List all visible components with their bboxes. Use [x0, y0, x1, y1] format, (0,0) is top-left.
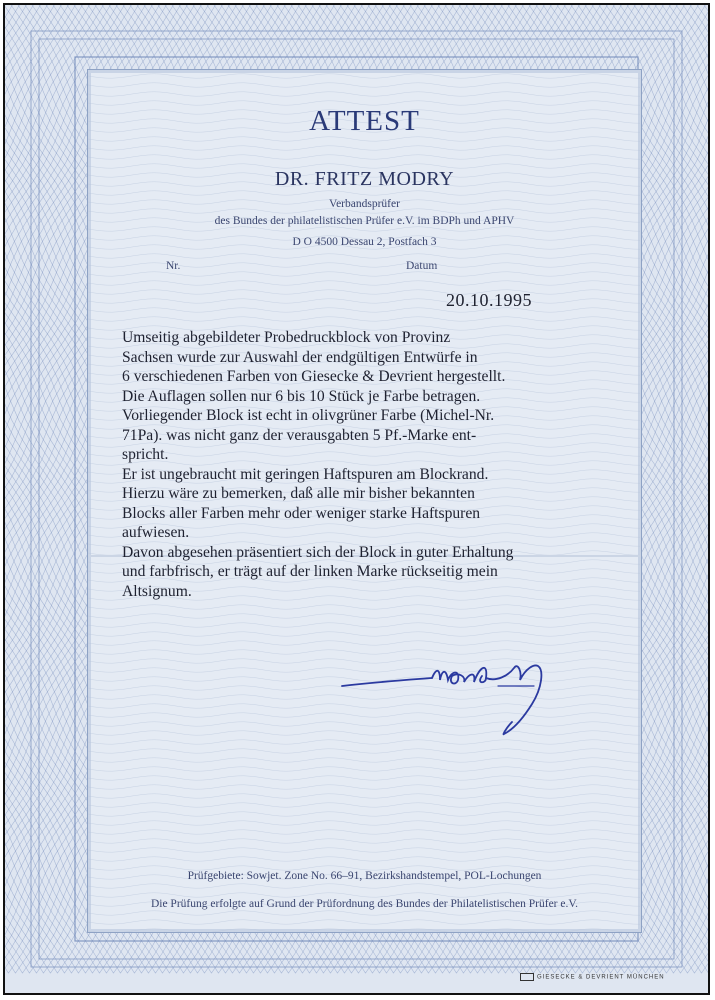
body-line: Blocks aller Farben mehr oder weniger starke Haftspuren [122, 504, 481, 522]
certificate-panel [87, 69, 642, 933]
printer-mark [520, 973, 665, 981]
body-line: Hierzu wäre zu bemerken, daß alle mir bisher bekannten [122, 485, 475, 502]
body-line: 6 verschiedenen Farben von Giesecke & Devrient hergestellt. [122, 368, 506, 385]
examiner-signature [336, 658, 616, 738]
body-line: Sachsen wurde zur Auswahl der endgültigen Entwürfe in [122, 348, 478, 366]
datum-label: Datum [406, 260, 438, 272]
examiner-address: D O 4500 Dessau 2, Postfach 3 [292, 236, 437, 248]
body-line: aufwiesen. [122, 524, 190, 541]
nr-label: Nr. [166, 260, 181, 272]
body-line: spricht. [122, 446, 169, 463]
examiner-name: DR. FRITZ MODRY [274, 168, 455, 190]
body-line: Umseitig abgebildeter Probedruckblock von Provinz [122, 329, 451, 346]
examiner-role: Verbandsprüfer [329, 198, 400, 210]
certificate-body [122, 328, 622, 601]
examination-areas: Prüfgebiete: Sowjet. Zone No. 66–91, Bezirkshandstempel, POL-Lochungen [187, 870, 542, 882]
certificate-date: 20.10.1995 [446, 290, 532, 310]
body-line: Davon abgesehen präsentiert sich der Block in guter Erhaltung [122, 543, 514, 561]
body-line: Vorliegender Block ist echt in olivgrüner Farbe (Michel-Nr. [122, 407, 495, 424]
body-line: 71Pa). was nicht ganz der verausgabten 5 Pf.-Marke ent- [122, 426, 477, 444]
body-line: und farbfrisch, er trägt auf der linken Marke rückseitig mein [122, 563, 498, 580]
printer-logo-icon [520, 973, 534, 981]
printer-mark-text: GIESECKE & DEVRIENT MÜNCHEN [537, 974, 665, 981]
certificate-sheet [3, 3, 710, 995]
body-line: Er ist ungebraucht mit geringen Haftspuren am Blockrand. [122, 465, 489, 483]
body-line: Die Auflagen sollen nur 6 bis 10 Stück je Farbe betragen. [122, 387, 481, 405]
examiner-association: des Bundes der philatelistischen Prüfer e.V. im BDPh und APHV [214, 215, 515, 227]
body-line: Altsignum. [122, 582, 192, 600]
examination-basis: Die Prüfung erfolgte auf Grund der Prüfordnung des Bundes der Philatelistischen Prüfer e.V. [150, 898, 579, 910]
certificate-title: ATTEST [309, 105, 420, 137]
